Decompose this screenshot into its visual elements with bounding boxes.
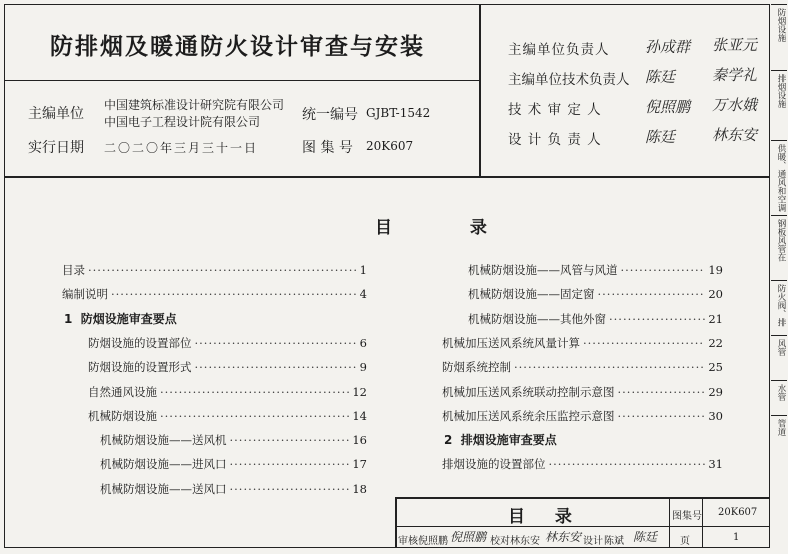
side-tab-divider (771, 70, 787, 71)
signature-role: 技 术 审 定 人 (508, 102, 602, 118)
toc-entry[interactable] (442, 335, 723, 351)
toc-entry-text: 机械加压送风系统联动控制示意图 (442, 384, 615, 399)
titleblock-page-value: 1 (733, 532, 740, 543)
toc-entry-text: 机械防烟设施 (88, 408, 157, 423)
toc-entry-page: 17 (352, 457, 367, 472)
editor-unit-1: 中国建筑标准设计研究院有限公司 (104, 98, 285, 112)
toc-entry-text: 机械防烟设施——送风机 (100, 433, 227, 448)
signature: 万水娥 (712, 96, 758, 114)
titleblock-mid (395, 526, 770, 527)
side-tab-label[interactable]: 排烟设施 (776, 74, 786, 108)
toc-entry-text: 自然通风设施 (88, 384, 157, 399)
side-tab-label[interactable]: 供暖、通风和空调 (776, 144, 786, 212)
toc-leader-dots (618, 409, 706, 423)
titleblock-atlas-value: 20K607 (718, 507, 758, 518)
titleblock-check-signature: 林东安 (545, 530, 582, 544)
toc-entry-text: 防烟系统控制 (442, 360, 511, 375)
signature: 陈廷 (645, 68, 676, 86)
toc-entry-text: 机械防烟设施——风管与风道 (468, 263, 618, 277)
toc-entry[interactable] (442, 384, 723, 400)
side-tab-label[interactable]: 风管 (776, 339, 786, 356)
toc-entry-text: 机械防烟设施——固定窗 (468, 287, 595, 302)
titleblock-atlas-label: 图集号 (672, 511, 702, 522)
toc-entry-page: 12 (352, 384, 367, 399)
toc-entry-page: 29 (708, 384, 723, 399)
toc-entry-page: 4 (359, 287, 367, 302)
atlas-value: 20K607 (366, 139, 414, 153)
signature: 孙成群 (645, 38, 691, 56)
toc-entry-page: 14 (352, 408, 367, 423)
toc-leader-dots (230, 482, 350, 496)
toc-entry-text: 机械防烟设施——其他外窗 (468, 311, 606, 326)
toc-leader-dots (549, 457, 706, 471)
toc-leader-dots (618, 385, 706, 399)
toc-entry-text: 机械防烟设施——进风口 (100, 457, 227, 472)
toc-leader-dots (160, 385, 349, 399)
titleblock-divider (702, 497, 703, 548)
titleblock-page-label: 页 (680, 536, 690, 547)
toc-entry-text: 排烟设施的设置部位 (442, 457, 546, 472)
toc-entry-text: 目录 (62, 263, 85, 277)
signature: 张亚元 (712, 36, 758, 54)
toc-section-heading: 1 防烟设施审查要点 (64, 311, 177, 326)
toc-entry-text: 防烟设施的设置形式 (88, 360, 192, 375)
titleblock-reviewer: 倪照鹏 (418, 536, 448, 547)
toc-entry[interactable] (100, 432, 367, 448)
titleblock-design-label: 设计 (583, 536, 603, 547)
side-tab-divider (771, 4, 787, 5)
toc-entry[interactable] (62, 262, 367, 278)
toc-entry-text: 编制说明 (62, 287, 108, 302)
toc-leader-dots (195, 360, 357, 374)
toc-leader-dots (111, 287, 357, 301)
title-underline (4, 80, 480, 81)
toc-leader-dots (621, 263, 706, 277)
titleblock-top (395, 497, 770, 499)
toc-entry[interactable] (88, 408, 367, 424)
toc-entry[interactable] (100, 456, 367, 472)
signature-role: 主编单位负责人 (508, 42, 610, 58)
side-tab-label[interactable]: 钢板风管在 (776, 219, 786, 262)
number-value: GJBT-1542 (366, 106, 431, 120)
side-tab-divider (771, 335, 787, 336)
titleblock-designer: 陈斌 (604, 536, 624, 547)
editor-label: 主编单位 (28, 106, 84, 122)
toc-entry[interactable] (468, 262, 723, 278)
toc-leader-dots (609, 312, 705, 326)
date-label: 实行日期 (28, 140, 84, 156)
atlas-label: 图 集 号 (302, 140, 353, 156)
toc-entry-page: 16 (352, 433, 367, 448)
toc-entry[interactable] (468, 311, 723, 327)
toc-entry[interactable] (88, 359, 367, 375)
signature: 秦学礼 (712, 66, 758, 84)
toc-entry-page: 1 (359, 263, 367, 277)
toc-entry-page: 9 (359, 360, 367, 375)
toc-entry[interactable] (88, 384, 367, 400)
toc-entry[interactable] (62, 286, 367, 302)
titleblock-review-signature: 倪照鹏 (450, 530, 487, 544)
signature: 陈廷 (645, 128, 676, 146)
toc-entry-page: 19 (708, 263, 723, 277)
side-tab-divider (771, 215, 787, 216)
side-tab-label[interactable]: 防烟设施 (776, 8, 786, 42)
number-label: 统一编号 (302, 107, 358, 123)
document-title: 防排烟及暖通防火设计审查与安装 (50, 34, 425, 60)
editor-unit-2: 中国电子工程设计院有限公司 (104, 115, 261, 129)
toc-entry[interactable] (88, 335, 367, 351)
toc-leader-dots (230, 433, 350, 447)
side-tab-divider (771, 415, 787, 416)
toc-entry-page: 25 (708, 360, 723, 375)
toc-leader-dots (514, 360, 705, 374)
titleblock-left (395, 497, 397, 548)
side-tab-label[interactable]: 防火阀、排 (776, 284, 786, 327)
toc-leader-dots (88, 263, 357, 277)
toc-entry-text: 防烟设施的设置部位 (88, 335, 192, 350)
signature: 倪照鹏 (645, 98, 691, 116)
toc-entry[interactable] (442, 359, 723, 375)
toc-entry-text: 机械防烟设施——送风口 (100, 481, 227, 496)
titleblock-design-signature: 陈廷 (633, 530, 658, 544)
toc-leader-dots (583, 336, 705, 350)
header-divider (4, 176, 770, 178)
toc-entry-page: 30 (708, 408, 723, 423)
side-tab-divider (771, 280, 787, 281)
toc-entry[interactable] (100, 481, 367, 497)
toc-leader-dots (598, 287, 706, 301)
toc-entry-text: 机械加压送风系统风量计算 (442, 335, 580, 350)
date-value: 二〇二〇年三月三十一日 (104, 141, 259, 155)
titleblock-review-label: 审核 (398, 536, 418, 547)
toc-entry-page: 31 (708, 457, 723, 472)
toc-entry-page: 22 (708, 335, 723, 350)
toc-entry[interactable] (468, 286, 723, 302)
signature-role: 设 计 负 责 人 (508, 132, 602, 148)
toc-leader-dots (230, 457, 350, 471)
side-tab-divider (771, 380, 787, 381)
toc-entry-page: 18 (352, 481, 367, 496)
toc-entry-page: 6 (359, 335, 367, 350)
signature-role: 主编单位技术负责人 (508, 72, 630, 88)
titleblock-name: 目 录 (508, 507, 578, 527)
toc-entry-page: 20 (708, 287, 723, 302)
toc-entry-text: 机械加压送风系统余压监控示意图 (442, 408, 615, 423)
toc-section-heading: 2 排烟设施审查要点 (444, 433, 557, 448)
side-tab-label[interactable]: 管道 (776, 419, 786, 436)
titleblock-check-label: 校对 (490, 536, 510, 547)
side-tab-divider (771, 140, 787, 141)
side-tab-label[interactable]: 水管 (776, 384, 786, 401)
toc-entry[interactable] (442, 408, 723, 424)
toc-leader-dots (195, 336, 357, 350)
header-vertical-divider (479, 4, 481, 177)
signature: 林东安 (712, 126, 758, 144)
titleblock-divider (669, 497, 670, 548)
toc-title: 目 录 (375, 218, 523, 238)
toc-entry-page: 21 (708, 311, 723, 326)
toc-entry[interactable] (442, 456, 723, 472)
titleblock-checker: 林东安 (510, 536, 540, 547)
toc-leader-dots (160, 409, 349, 423)
